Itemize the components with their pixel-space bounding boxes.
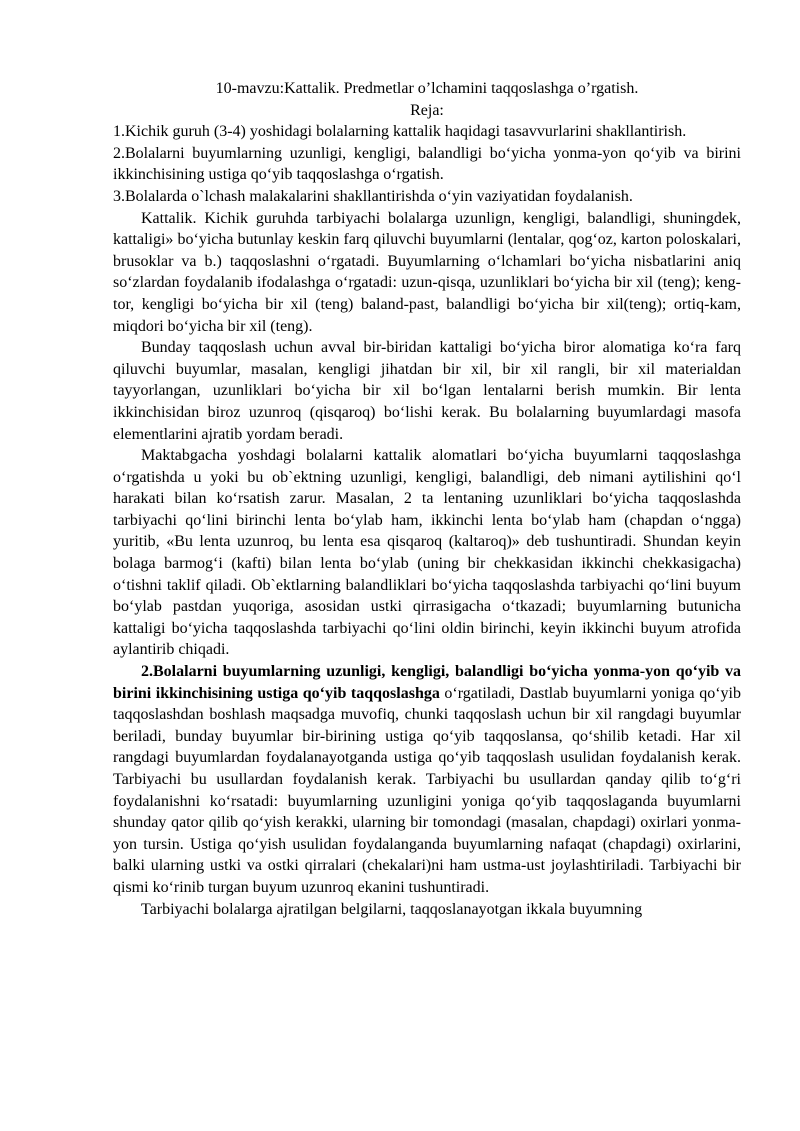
paragraph-5 <box>113 899 741 921</box>
paragraph-4-bold-lead: 2.Bolalarni buyumlarning uzunligi, kengligi, balandligi boʻyicha yonma-yon qoʻyib va birini ikkinchisining ustiga qoʻyib taqqoslashga <box>113 663 741 702</box>
paragraph-4-text: oʻrgatiladi, Dastlab buyumlarni yoniga qoʻyib taqqoslashdan boshlash maqsadga muvofiq, chunki taqqoslash uchun bir xil rangdagi buyumlar beriladi, bunday buyumlar bir-birining ustiga qoʻyib taqqoslansa, qoʻshilib ketadi. Har xil rangdagi buyumlardan foydalanayotganda ustiga qoʻyib taqqoslash usulidan foydalanish kerak. Tarbiyachi bu usullardan foydalanish kerak. Tarbiyachi bu usullardan qanday qilib toʻgʻri foydalanishni koʻrsatadi: buyumlarning uzunligini yoniga qoʻyib taqqoslaganda buyumlarni shunday qator qilib qoʻyish kerakki, ularning bir tomondagi (masalan, chapdagi) oxirlari yonma-yon tursin. Ustiga qoʻyish usulidan foydalanganda buyumlarning nafaqat (chapdagi) oxirlarini, balki ularning ustki va ostki qirralari (chekalari)ni ham ustma-ust joylashtiriladi. Tarbiyachi bir qismi koʻrinib turgan buyum uzunroq ekanini tushuntiradi. <box>113 684 742 896</box>
plan-heading: Reja: <box>410 101 444 119</box>
plan-item-1: 1.Kichik guruh (3-4) yoshidagi bolalarning kattalik haqidagi tasavvurlarini shakllantirish. <box>113 123 687 141</box>
paragraph-5-text: Tarbiyachi bolalarga ajratilgan belgilarni, taqqoslanayotgan ikkala buyumning <box>141 900 643 918</box>
plan-item-2: 2.Bolalarni buyumlarning uzunligi, kengligi, balandligi boʻyicha yonma-yon qoʻyib va birini ikkinchisining ustiga qoʻyib taqqoslashga oʻrgatish. <box>113 144 741 184</box>
paragraph-1-text: Kattalik. Kichik guruhda tarbiyachi bolalarga uzunlign, kengligi, balandligi, shuningdek, kattaligi» boʻyicha butunlay keskin farq qiluvchi buyumlarni (lentalar, qogʻoz, karton poloskalari, brusoklar va b.) taqqoslashni oʻrgatadi. Buyumlarning oʻlchamlari boʻyicha nisbatlarini aniq soʻzlardan foydalanib ifodalashga oʻrgatadi: uzun-qisqa, uzunliklari boʻyicha bir xil (teng); keng-tor, kengligi boʻyicha bir xil (teng) baland-past, balandligi boʻyicha bir xil(teng); ortiq-kam, miqdori boʻyicha bir xil (teng). <box>113 209 741 335</box>
paragraph-2 <box>113 337 741 445</box>
paragraph-3-text: Maktabgacha yoshdagi bolalarni kattalik alomatlari boʻyicha buyumlarni taqqoslashga oʻrgatishda u yoki bu ob`ektning uzunligi, kengligi, balandligi, deb nimani aytilishini qoʻl harakati bilan koʻrsatish zarur. Masalan, 2 ta lentaning uzunliklari boʻyicha taqqoslashda tarbiyachi qoʻlini birinchi lenta boʻylab ham, ikkinchi lenta boʻylab ham (chapdan oʻngga) yuritib, «Bu lenta uzunroq, bu lenta esa qisqaroq (kaltaroq)» deb tushuntiradi. Shundan keyin bolaga barmogʻi (kafti) bilan lenta boʻylab (uning bir chekkasidan ikkinchi chekkasigacha) oʻtishni taklif qiladi. Ob`ektlarning balandliklari boʻyicha taqqoslashda tarbiyachi qoʻlini buyum boʻylab pastdan yuqoriga, asosidan ustki qirrasigacha oʻtkazadi; buyumlarning butunicha kattaligi boʻyicha taqqoslashda tarbiyachi qoʻlini oldin birinchi, keyin ikkinchi buyum atrofida aylantirib chiqadi. <box>113 447 741 659</box>
paragraph-4 <box>113 661 741 899</box>
document-title: 10-mavzu:Kattalik. Predmetlar o’lchamini taqqoslashga o’rgatish. <box>215 80 639 97</box>
plan-item-3: 3.Bolalarda o`lchash malakalarini shakllantirishda oʻyin vaziyatidan foydalanish. <box>113 187 633 205</box>
paragraph-3 <box>113 445 741 661</box>
paragraph-1 <box>113 208 741 338</box>
paragraph-2-text: Bunday taqqoslash uchun avval bir-biridan kattaligi boʻyicha biror alomatiga koʻra farq qiluvchi buyumlar, masalan, kengligi jihatdan bir xil, bir xil rangli, bir xil materialdan tayyorlangan, uzunliklari boʻyicha bir xil boʻlgan lentalarni berish mumkin. Bir lenta ikkinchisidan biroz uzunroq (qisqaroq) boʻlishi kerak. Bu bolalarning buyumlardagi masofa elementlarini ajratib yordam beradi. <box>113 339 741 443</box>
